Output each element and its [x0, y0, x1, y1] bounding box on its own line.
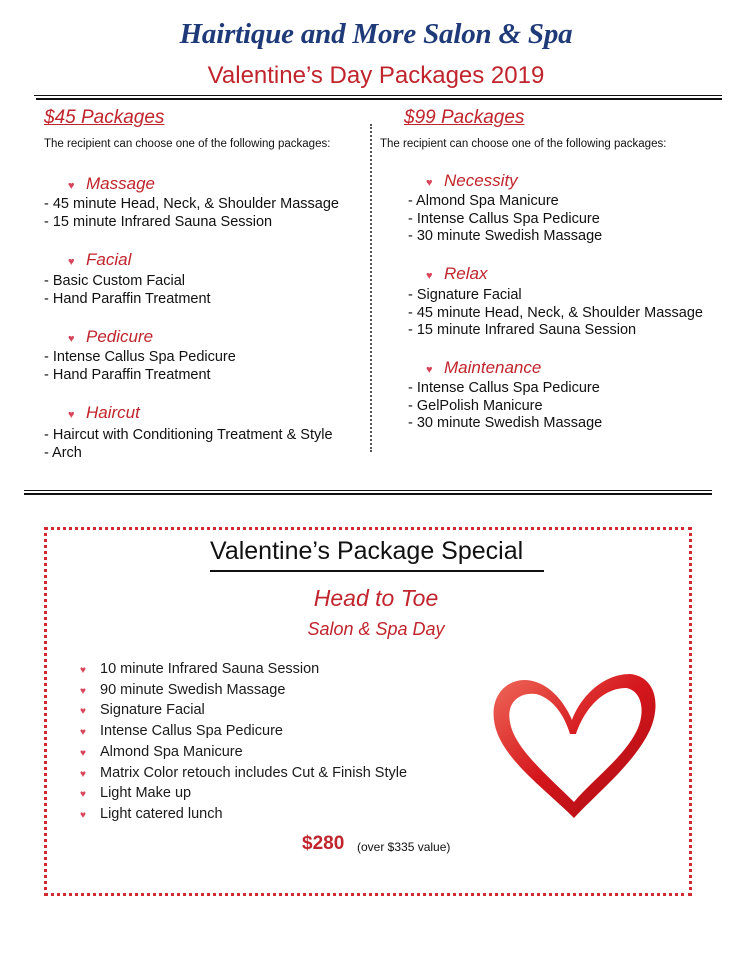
list-item: - Intense Callus Spa Pedicure: [44, 349, 236, 365]
special-items-list: [80, 660, 407, 826]
list-item: - Signature Facial: [408, 287, 522, 303]
heart-bullet-icon: ♥: [80, 727, 86, 739]
heart-bullet-icon: ♥: [426, 270, 433, 282]
section-divider-thin: [24, 490, 712, 491]
heart-bullet-icon: ♥: [68, 333, 75, 345]
red-heart-icon: [484, 668, 664, 828]
list-item: - Hand Paraffin Treatment: [44, 290, 211, 307]
heart-bullet-icon: ♥: [80, 665, 86, 676]
package-pedicure-items: [44, 349, 236, 384]
heart-bullet-icon: ♥: [80, 789, 86, 801]
list-item: - 45 minute Head, Neck, & Shoulder Massage: [408, 304, 703, 321]
right-column-subheading: The recipient can choose one of the following packages:: [380, 138, 667, 150]
heart-bullet-icon: ♥: [68, 180, 75, 192]
list-item: - Hand Paraffin Treatment: [44, 366, 211, 383]
special-price: $280: [302, 833, 345, 854]
list-item: - 15 minute Infrared Sauna Session: [408, 322, 637, 338]
heart-bullet-icon: ♥: [426, 177, 433, 189]
list-item: - Almond Spa Manicure: [408, 193, 559, 209]
list-item: ♥ Light catered lunch: [80, 805, 407, 826]
list-item: ♥ Signature Facial: [80, 701, 407, 722]
list-item: - Arch: [44, 444, 82, 461]
list-item: - Haircut with Conditioning Treatment & Style: [44, 427, 333, 443]
heart-bullet-icon: ♥: [80, 768, 86, 780]
section-divider-thick: [24, 493, 712, 495]
header-divider-thin: [34, 95, 722, 96]
package-necessity: ♥ Necessity: [426, 171, 518, 190]
header-divider-thick: [36, 98, 722, 100]
package-haircut: ♥ Haircut: [68, 403, 140, 422]
heart-bullet-icon: ♥: [68, 256, 75, 268]
special-name: Head to Toe: [313, 585, 439, 611]
heart-bullet-icon: ♥: [80, 747, 86, 759]
right-column-heading: $99 Packages: [404, 107, 525, 128]
heart-bullet-icon: ♥: [426, 364, 433, 376]
list-item: - 15 minute Infrared Sauna Session: [44, 213, 273, 230]
package-massage-items: [44, 196, 339, 231]
heart-bullet-icon: ♥: [80, 685, 86, 697]
left-column-subheading: The recipient can choose one of the following packages:: [44, 138, 331, 150]
list-item: - Intense Callus Spa Pedicure: [408, 380, 600, 396]
list-item: - Intense Callus Spa Pedicure: [408, 210, 600, 227]
special-value-note: (over $335 value): [357, 840, 451, 854]
package-maintenance: ♥ Maintenance: [426, 358, 542, 377]
list-item: - 45 minute Head, Neck, & Shoulder Massage: [44, 196, 339, 212]
list-item: ♥ Light Make up: [80, 784, 407, 805]
heart-bullet-icon: ♥: [80, 809, 86, 821]
package-haircut-items: [44, 427, 333, 462]
list-item: - GelPolish Manicure: [408, 397, 543, 414]
page-subtitle: Valentine’s Day Packages 2019: [207, 62, 545, 89]
package-facial: ♥ Facial: [68, 250, 132, 269]
list-item: ♥ 90 minute Swedish Massage: [80, 681, 407, 702]
left-column-heading: $45 Packages: [44, 107, 165, 128]
list-item: - Basic Custom Facial: [44, 273, 186, 289]
package-massage: ♥ Massage: [68, 174, 155, 193]
package-maintenance-items: [408, 380, 602, 433]
special-tagline: Salon & Spa Day: [307, 619, 445, 639]
package-pedicure: ♥ Pedicure: [68, 327, 154, 346]
heart-bullet-icon: ♥: [68, 409, 75, 421]
package-relax-items: [408, 287, 703, 340]
column-separator: [370, 124, 372, 452]
special-title-underline: [210, 570, 544, 572]
package-facial-items: [44, 273, 211, 308]
package-relax: ♥ Relax: [426, 264, 488, 283]
list-item: ♥ Matrix Color retouch includes Cut & Finish Style: [80, 764, 407, 785]
list-item: ♥ Almond Spa Manicure: [80, 743, 407, 764]
list-item: ♥ Intense Callus Spa Pedicure: [80, 722, 407, 743]
heart-bullet-icon: ♥: [80, 706, 86, 718]
list-item: - 30 minute Swedish Massage: [408, 228, 603, 244]
page-title: Hairtique and More Salon & Spa: [179, 18, 573, 50]
special-title: Valentine’s Package Special: [210, 537, 524, 565]
package-necessity-items: [408, 193, 602, 246]
list-item: - 30 minute Swedish Massage: [408, 415, 603, 431]
list-item: ♥ 10 minute Infrared Sauna Session: [80, 660, 407, 681]
